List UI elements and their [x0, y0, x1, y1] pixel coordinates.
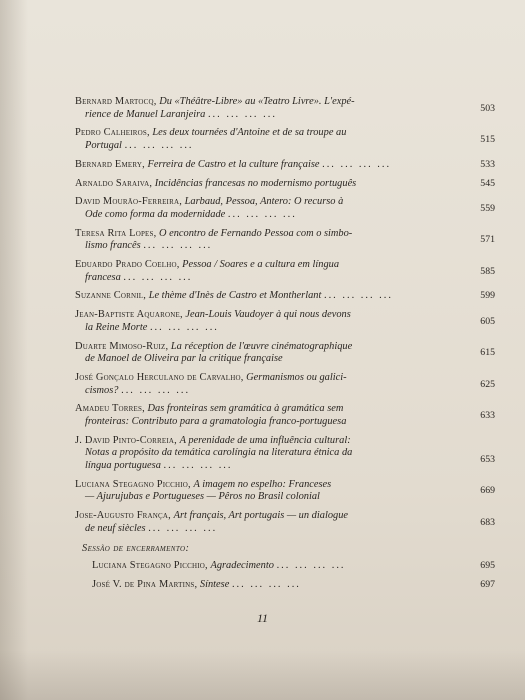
entry-page: 669 — [480, 485, 495, 497]
entry-page: 683 — [480, 516, 495, 528]
dot-leader: ... ... ... ... — [323, 290, 393, 302]
entry-author: José Gonçalo Herculano de Carvalho, — [75, 371, 244, 383]
entry-title-continued: la Reine Morte — [85, 321, 148, 333]
entry-title: La réception de l'œuvre cinématographique — [170, 340, 353, 352]
entry-title: Art français, Art portugais — un dialogue — [173, 510, 349, 522]
dot-leader: ... ... ... ... — [163, 459, 233, 471]
dot-leader: ... ... ... ... — [276, 560, 346, 572]
entry-page: 653 — [480, 453, 495, 465]
entry-title: A perenidade de uma influência cultural: — [179, 434, 351, 446]
entry-author: David Mourão-Ferreira, — [75, 196, 183, 208]
dot-leader: ... ... ... ... — [143, 240, 213, 252]
entry-page: 599 — [480, 290, 495, 302]
toc-entry — [75, 309, 495, 334]
entry-title: Les deux tournées d'Antoine et de sa troupe au — [152, 127, 347, 139]
closing-session-heading: Sessão de encerramento: — [82, 543, 190, 555]
entry-title: Incidências francesas no modernismo português — [154, 177, 357, 189]
entry-title: Pessoa / Soares e a cultura em língua — [182, 259, 340, 271]
entry-author: Arnaldo Saraiva, — [75, 177, 153, 189]
entry-page: 503 — [480, 102, 495, 114]
dot-leader: ... ... ... ... — [227, 208, 297, 220]
entry-page: 571 — [480, 234, 495, 246]
entry-title-continued: — Ajurujubas e Portugueses — Pêros no Brasil colonial — [85, 491, 320, 503]
entry-page: 615 — [480, 347, 495, 359]
dot-leader: ... ... ... ... — [123, 271, 193, 283]
entry-title-continued: francesa — [85, 271, 121, 283]
entry-title-continued: Notas a propósito da temática carolíngia na literatura étnica da — [85, 447, 353, 459]
toc-entry — [75, 403, 495, 428]
dot-leader: ... ... ... ... — [149, 321, 219, 333]
entry-page: 559 — [480, 202, 495, 214]
entry-page: 585 — [480, 265, 495, 277]
page-number: 11 — [256, 611, 269, 625]
dot-leader: ... ... ... ... — [322, 158, 392, 170]
entry-author: Luciana Stegagno Picchio, — [75, 478, 191, 490]
toc-entry — [92, 560, 495, 573]
toc-entry — [75, 435, 495, 473]
entry-author: J. David Pinto-Correia, — [75, 434, 177, 446]
toc-entry — [75, 372, 495, 397]
toc-entry — [75, 479, 495, 504]
entry-author: Jose-Augusto França, — [75, 510, 171, 522]
page-shadow-left — [0, 0, 28, 700]
toc-entry — [75, 341, 495, 366]
dot-leader: ... ... ... ... — [207, 108, 277, 120]
entry-author: José V. de Pina Martins, — [92, 579, 198, 591]
entry-title-continued: fronteiras: Contributo para a gramatologia franco-portuguesa — [85, 415, 347, 427]
entry-title: Germanismos ou galici- — [246, 371, 347, 383]
entry-title: A imagem no espelho: Franceses — [193, 478, 332, 490]
entry-author: Pedro Calheiros, — [75, 127, 150, 139]
entry-title: Síntese — [199, 579, 230, 591]
entry-title-continued: de Manoel de Oliveira par la critique française — [85, 353, 283, 365]
dot-leader: ... ... ... ... — [231, 579, 301, 591]
entry-page: 545 — [480, 177, 495, 189]
toc-entry — [75, 196, 495, 221]
entry-title-continued: Portugal — [85, 139, 122, 151]
entry-page: 605 — [480, 315, 495, 327]
toc-entry — [92, 579, 495, 592]
table-of-contents — [75, 96, 495, 598]
entry-title: Le thème d'Inès de Castro et Montherlant — [148, 290, 322, 302]
entry-page: 695 — [480, 560, 495, 572]
toc-entry — [75, 290, 495, 303]
entry-title: Du «Théâtre-Libre» au «Teatro Livre». L'expé- — [159, 96, 355, 107]
entry-title-continued: língua portuguesa — [85, 459, 161, 471]
entry-author: Luciana Stegagno Picchio, — [92, 560, 208, 572]
entry-title-continued: rience de Manuel Laranjeira — [85, 108, 206, 120]
toc-entry — [75, 178, 495, 191]
entry-title: Jean-Louis Vaudoyer à qui nous devons — [185, 309, 351, 321]
entry-page: 515 — [480, 133, 495, 145]
entry-author: Duarte Mimoso-Ruiz, — [75, 340, 169, 352]
entry-title: Das fronteiras sem gramática à gramática sem — [147, 403, 344, 415]
entry-title-continued: cismos? — [85, 384, 119, 396]
toc-entry — [75, 510, 495, 535]
entry-author: Teresa Rita Lopes, — [75, 227, 157, 239]
entry-title: Ferreira de Castro et la culture française — [147, 158, 320, 170]
entry-title-continued: lismo francês — [85, 240, 141, 252]
toc-entry — [75, 228, 495, 253]
entry-author: Suzanne Cornil, — [75, 290, 147, 302]
toc-entry — [75, 159, 495, 172]
entry-author: Bernard Emery, — [75, 158, 145, 170]
entry-page: 625 — [480, 378, 495, 390]
toc-entry — [75, 127, 495, 152]
dot-leader: ... ... ... ... — [121, 384, 191, 396]
entry-author: Eduardo Prado Coelho, — [75, 259, 180, 271]
entry-title-continued: de neuf siècles — [85, 522, 146, 534]
entry-page: 533 — [480, 158, 495, 170]
entry-page: 697 — [480, 579, 495, 591]
entry-title: Agradecimento — [210, 560, 274, 572]
entry-author: Amadeu Torres, — [75, 403, 145, 415]
entry-title-continued: Ode como forma da modernidade — [85, 208, 226, 220]
dot-leader: ... ... ... ... — [124, 139, 194, 151]
entry-title: Larbaud, Pessoa, Antero: O recurso à — [184, 196, 344, 208]
entry-author: Bernard Martocq, — [75, 96, 157, 107]
toc-entry — [75, 96, 495, 121]
toc-entry — [75, 259, 495, 284]
dot-leader: ... ... ... ... — [148, 522, 218, 534]
page-shadow-bottom — [0, 650, 525, 700]
entry-author: Jean-Baptiste Aquarone, — [75, 309, 183, 321]
entry-title: O encontro de Fernando Pessoa com o simbo- — [159, 227, 353, 239]
entry-page: 633 — [480, 409, 495, 421]
